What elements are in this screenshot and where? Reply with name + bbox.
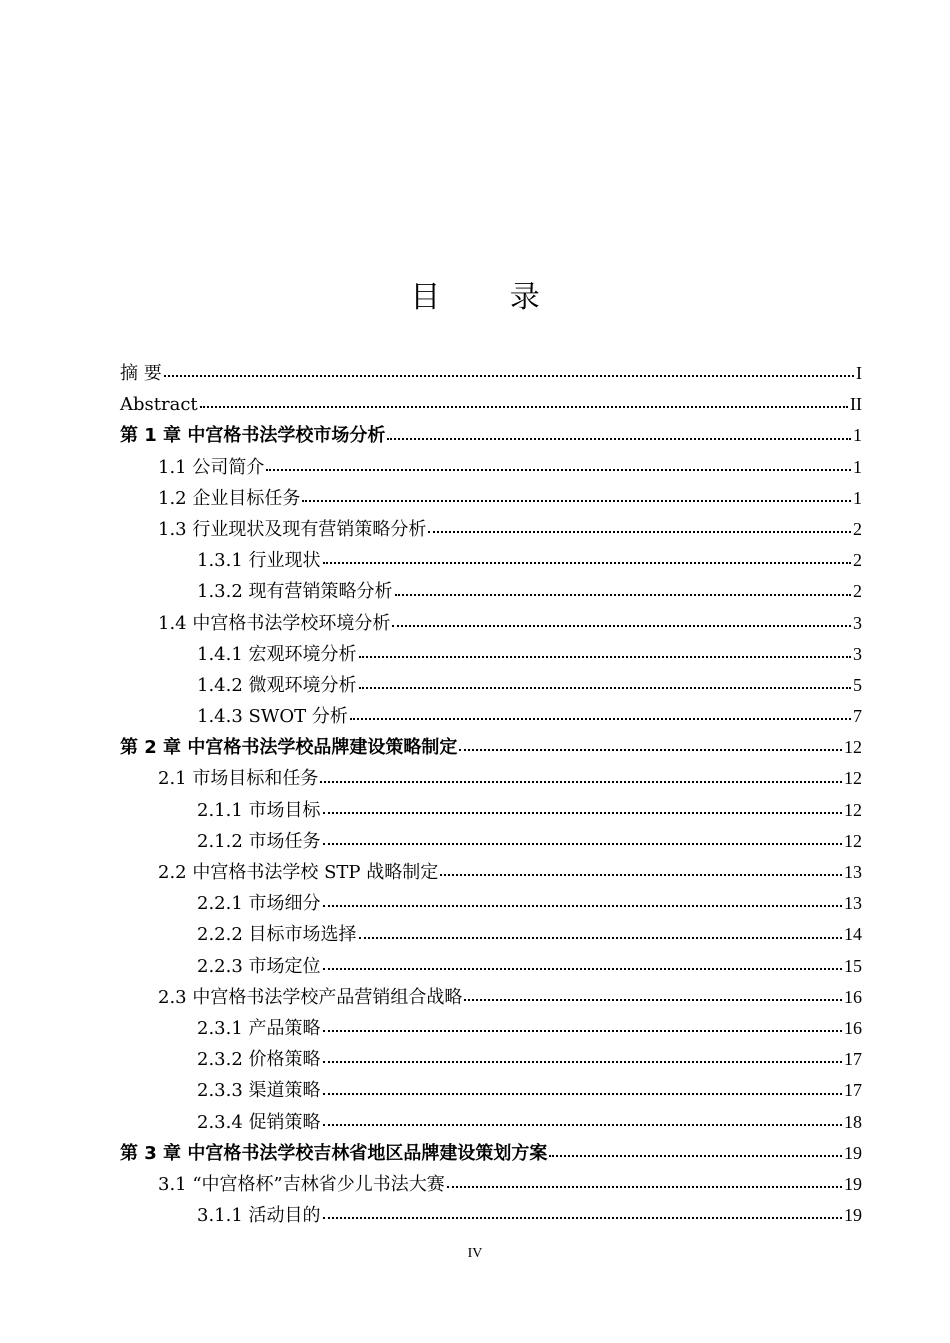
toc-entry-page: 17 — [844, 1080, 862, 1101]
toc-entry-page: 19 — [844, 1173, 862, 1194]
toc-entry-label: 1.4.2 微观环境分析 — [197, 674, 357, 696]
toc-leader-dots — [200, 405, 848, 408]
toc-entry-label: 2.1.1 市场目标 — [197, 799, 321, 821]
toc-entry[interactable] — [120, 389, 862, 420]
page-title: 目 录 — [410, 280, 570, 315]
toc-entry-page: 3 — [853, 612, 862, 633]
toc-entry[interactable] — [120, 982, 862, 1013]
toc-leader-dots — [323, 904, 842, 907]
toc-leader-dots — [359, 686, 851, 689]
toc-entry-page: 2 — [853, 518, 862, 539]
toc-entry-label: 2.3 中宫格书法学校产品营销组合战略 — [158, 986, 463, 1008]
toc-leader-dots — [266, 468, 851, 471]
toc-entry-page: I — [856, 363, 862, 383]
toc-entry-label: 1.1 公司简介 — [158, 456, 265, 478]
toc-entry-label: 2.1.2 市场任务 — [197, 830, 321, 852]
toc-leader-dots — [440, 873, 842, 876]
toc-entry-label: 第 3 章 中宫格书法学校吉林省地区品牌建设策划方案 — [120, 1142, 548, 1164]
toc-leader-dots — [323, 811, 842, 814]
toc-entry[interactable] — [120, 576, 862, 607]
toc-entry-page: 1 — [853, 487, 862, 508]
toc-entry-label: 2.2.3 市场定位 — [197, 955, 321, 977]
toc-entry-label: 1.3.2 现有营销策略分析 — [197, 581, 393, 603]
toc-entry-page: 12 — [844, 768, 862, 789]
toc-entry-label: 3.1 “中宫格杯”吉林省少儿书法大赛 — [158, 1173, 445, 1195]
toc-leader-dots — [323, 561, 851, 564]
toc-entry-label: 2.2.2 目标市场选择 — [197, 924, 357, 946]
toc-entry-label: 2.2.1 市场细分 — [197, 893, 321, 915]
toc-entry-label: 1.3 行业现状及现有营销策略分析 — [158, 518, 427, 540]
toc-entry[interactable] — [120, 795, 862, 826]
toc-leader-dots — [428, 530, 851, 533]
toc-leader-dots — [164, 374, 854, 377]
toc-entry[interactable] — [120, 639, 862, 670]
toc-leader-dots — [323, 1092, 842, 1095]
toc-entry-label: 1.4 中宫格书法学校环境分析 — [158, 612, 391, 634]
toc-entry-page: 15 — [844, 955, 862, 976]
toc-entry-page: 2 — [853, 581, 862, 602]
toc-leader-dots — [323, 1029, 842, 1032]
toc-entry[interactable] — [120, 420, 862, 451]
toc-entry-label: 2.1 市场目标和任务 — [158, 768, 319, 790]
toc-entry-page: 17 — [844, 1049, 862, 1070]
toc-entry-page: 16 — [844, 986, 862, 1007]
toc-entry-label: 1.4.1 宏观环境分析 — [197, 643, 357, 665]
toc-leader-dots — [323, 1060, 842, 1063]
toc-entry[interactable] — [120, 763, 862, 794]
toc-entry[interactable] — [120, 919, 862, 950]
toc-leader-dots — [359, 655, 851, 658]
toc-leader-dots — [350, 717, 851, 720]
toc-entry[interactable] — [120, 358, 862, 389]
toc-entry[interactable] — [120, 732, 862, 763]
toc-entry-page: 13 — [844, 862, 862, 882]
toc-entry-page: 12 — [844, 830, 862, 851]
toc-entry-label: 2.2 中宫格书法学校 STP 战略制定 — [158, 862, 439, 883]
toc-leader-dots — [302, 499, 851, 502]
toc-entry-page: 2 — [853, 550, 862, 571]
toc-entry-label: 第 2 章 中宫格书法学校品牌建设策略制定 — [120, 737, 458, 759]
toc-entry[interactable] — [120, 608, 862, 639]
toc-entry[interactable] — [120, 1107, 862, 1138]
toc-entry-page: 14 — [844, 924, 862, 945]
toc-entry[interactable] — [120, 1200, 862, 1231]
toc-entry[interactable] — [120, 826, 862, 857]
toc-entry-label: 2.3.3 渠道策略 — [197, 1080, 321, 1102]
toc-leader-dots — [323, 842, 842, 845]
toc-entry[interactable] — [120, 1169, 862, 1200]
toc-entry[interactable] — [120, 1138, 862, 1169]
toc-leader-dots — [323, 1216, 842, 1219]
toc-leader-dots — [323, 967, 842, 970]
toc-entry-page: 7 — [853, 706, 862, 727]
toc-entry-page: 3 — [853, 643, 862, 664]
table-of-contents — [120, 358, 862, 1231]
toc-entry-label: 2.3.2 价格策略 — [197, 1049, 321, 1071]
toc-entry[interactable] — [120, 951, 862, 982]
toc-entry[interactable] — [120, 1044, 862, 1075]
toc-entry-label: 摘 要 — [120, 363, 162, 384]
toc-entry-page: 12 — [844, 737, 862, 758]
toc-entry[interactable] — [120, 701, 862, 732]
toc-entry-page: 5 — [853, 674, 862, 695]
toc-entry-label: Abstract — [120, 394, 198, 416]
toc-entry-page: 18 — [844, 1111, 862, 1132]
toc-entry-page: II — [850, 394, 862, 415]
toc-entry-label: 2.3.4 促销策略 — [197, 1111, 321, 1133]
toc-entry-page: 1 — [853, 425, 862, 446]
toc-entry-page: 13 — [844, 893, 862, 914]
toc-entry[interactable] — [120, 452, 862, 483]
toc-leader-dots — [464, 998, 842, 1001]
toc-entry[interactable] — [120, 1075, 862, 1106]
toc-leader-dots — [359, 936, 842, 939]
toc-entry-page: 19 — [844, 1205, 862, 1226]
toc-entry[interactable] — [120, 483, 862, 514]
toc-leader-dots — [387, 437, 851, 440]
toc-entry-label: 3.1.1 活动目的 — [197, 1205, 321, 1227]
toc-entry-page: 19 — [844, 1142, 862, 1163]
toc-entry[interactable] — [120, 857, 862, 888]
toc-entry-page: 1 — [853, 456, 862, 477]
toc-entry[interactable] — [120, 1013, 862, 1044]
toc-leader-dots — [447, 1185, 842, 1188]
toc-entry[interactable] — [120, 514, 862, 545]
toc-entry-page: 16 — [844, 1017, 862, 1038]
toc-entry-label: 第 1 章 中宫格书法学校市场分析 — [120, 425, 386, 447]
page-number: IV — [467, 1246, 483, 1261]
toc-entry[interactable] — [120, 888, 862, 919]
toc-leader-dots — [549, 1154, 842, 1157]
toc-leader-dots — [320, 780, 842, 783]
toc-leader-dots — [395, 593, 851, 596]
toc-leader-dots — [459, 748, 842, 751]
toc-leader-dots — [392, 624, 851, 627]
toc-entry-label: 1.3.1 行业现状 — [197, 550, 321, 572]
toc-entry-label: 1.2 企业目标任务 — [158, 487, 301, 509]
toc-entry-label: 2.3.1 产品策略 — [197, 1017, 321, 1039]
toc-entry[interactable] — [120, 545, 862, 576]
toc-entry[interactable] — [120, 670, 862, 701]
toc-leader-dots — [323, 1123, 842, 1126]
toc-entry-label: 1.4.3 SWOT 分析 — [197, 706, 348, 728]
toc-entry-page: 12 — [844, 799, 862, 820]
